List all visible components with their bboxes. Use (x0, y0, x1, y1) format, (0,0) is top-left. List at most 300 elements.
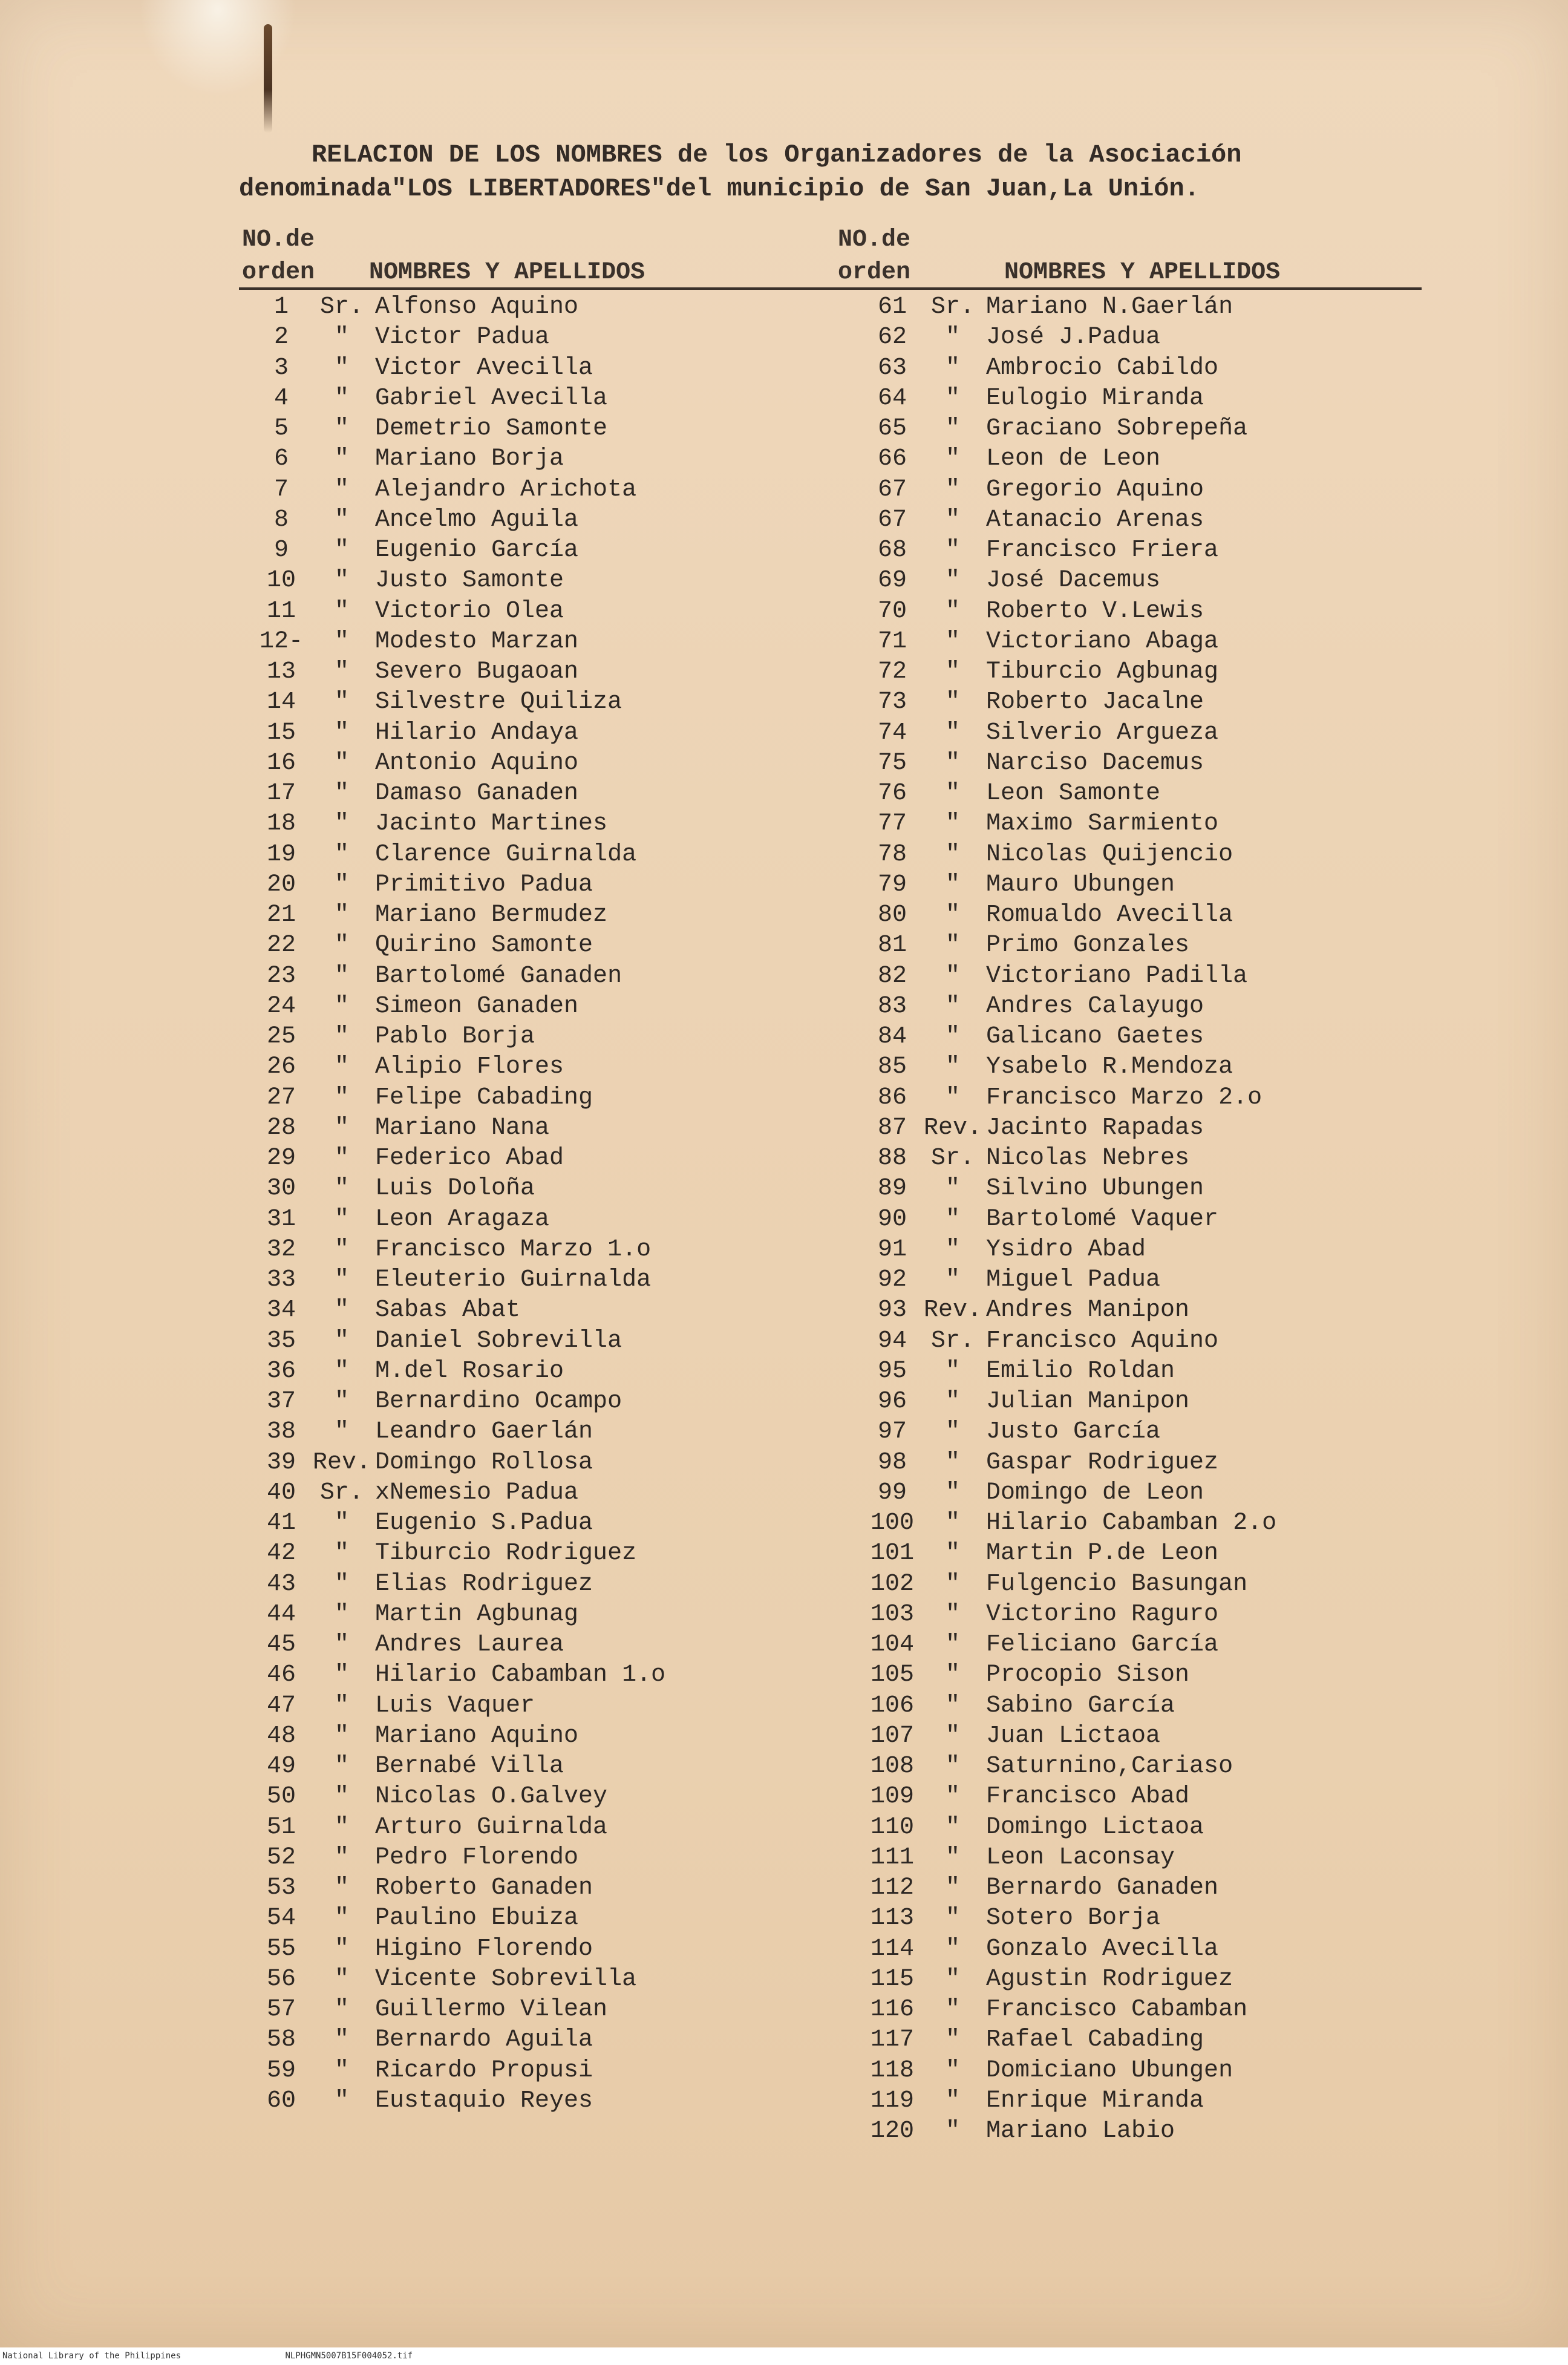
row-number: 5 (273, 415, 289, 442)
row-name: Damaso Ganaden (375, 780, 579, 807)
row-title: " (945, 719, 960, 747)
row-name: Enrique Miranda (986, 2087, 1204, 2115)
list-row (254, 1295, 889, 1326)
row-name: Mariano Aquino (375, 1722, 579, 1750)
row-number: 80 (877, 901, 907, 929)
row-name: Domingo Rollosa (375, 1448, 593, 1476)
row-number: 59 (266, 2056, 296, 2084)
list-row (254, 1752, 889, 1782)
row-name: Primitivo Padua (375, 871, 593, 898)
list-row (865, 384, 1500, 414)
right-col-no-line2: orden (838, 259, 911, 286)
row-title: " (945, 1448, 960, 1476)
row-number: 103 (870, 1600, 914, 1628)
list-row (254, 1448, 889, 1478)
left-col-names-header: NOMBRES Y APELLIDOS (369, 259, 645, 286)
row-number: 74 (877, 719, 907, 747)
list-row (865, 444, 1500, 474)
list-row (865, 2086, 1500, 2116)
row-title: " (334, 962, 349, 990)
row-title: " (334, 1996, 349, 2023)
list-row (254, 597, 889, 627)
row-number: 52 (266, 1843, 296, 1871)
row-number: 50 (266, 1783, 296, 1811)
row-number: 21 (266, 901, 296, 929)
list-row (254, 687, 889, 718)
row-name: Mariano N.Gaerlán (986, 293, 1233, 321)
row-name: Luis Vaquer (375, 1692, 535, 1719)
list-row (254, 1174, 889, 1204)
list-row (865, 992, 1500, 1022)
row-title: " (334, 1510, 349, 1537)
row-number: 25 (266, 1023, 296, 1050)
list-row (865, 1782, 1500, 1812)
row-name: Francisco Cabamban (986, 1996, 1248, 2023)
row-title: " (334, 658, 349, 685)
list-row (865, 840, 1500, 870)
row-name: Martin P.de Leon (986, 1540, 1219, 1568)
row-number: 34 (266, 1297, 296, 1324)
row-number: 87 (877, 1114, 907, 1142)
row-number: 47 (266, 1692, 296, 1719)
row-title: " (945, 689, 960, 716)
list-row (865, 961, 1500, 992)
list-row (865, 566, 1500, 596)
row-title: " (945, 1053, 960, 1081)
row-title: " (945, 537, 960, 564)
row-number: 99 (877, 1479, 907, 1506)
row-number: 10 (266, 567, 296, 595)
list-row (865, 627, 1500, 657)
row-name: Bartolomé Ganaden (375, 962, 622, 990)
row-title: " (945, 2026, 960, 2054)
list-row (865, 1113, 1500, 1143)
row-number: 57 (266, 1996, 296, 2023)
row-title: " (334, 1753, 349, 1780)
row-title: " (945, 871, 960, 898)
list-row (865, 353, 1500, 384)
row-number: 119 (870, 2087, 914, 2115)
row-title: " (945, 1783, 960, 1811)
list-row (865, 1052, 1500, 1082)
row-title: " (334, 476, 349, 503)
row-number: 68 (877, 537, 907, 564)
row-name: Ambrocio Cabildo (986, 354, 1219, 382)
row-title: " (334, 1327, 349, 1355)
row-title: " (945, 1996, 960, 2023)
row-number: 35 (266, 1327, 296, 1355)
row-number: 73 (877, 689, 907, 716)
paper-tear-mark (264, 24, 272, 133)
list-row (254, 779, 889, 809)
row-title: " (334, 1205, 349, 1233)
row-number: 66 (877, 445, 907, 473)
row-title: " (945, 597, 960, 625)
row-name: Modesto Marzan (375, 627, 579, 655)
row-number: 12- (259, 627, 303, 655)
row-name: Bernardo Ganaden (986, 1874, 1219, 1902)
list-row (254, 870, 889, 900)
row-number: 6 (273, 445, 289, 473)
row-number: 17 (266, 780, 296, 807)
row-name: Pedro Florendo (375, 1843, 579, 1871)
row-name: Eugenio García (375, 537, 579, 564)
row-title: " (334, 840, 349, 868)
list-row (254, 1083, 889, 1113)
row-title: " (945, 1205, 960, 1233)
row-name: Felipe Cabading (375, 1084, 593, 1111)
list-row (865, 809, 1500, 839)
list-row (865, 748, 1500, 779)
list-row (254, 992, 889, 1022)
row-name: Tiburcio Agbunag (986, 658, 1219, 685)
row-number: 28 (266, 1114, 296, 1142)
row-title: " (945, 1600, 960, 1628)
list-row (254, 1903, 889, 1934)
list-row (254, 322, 889, 353)
row-title: " (334, 2087, 349, 2115)
list-row (865, 1022, 1500, 1052)
row-title: " (945, 1965, 960, 1993)
row-name: Demetrio Samonte (375, 415, 608, 442)
row-name: Daniel Sobrevilla (375, 1327, 622, 1355)
list-row (865, 1205, 1500, 1235)
row-name: Gregorio Aquino (986, 476, 1204, 503)
list-row (254, 718, 889, 748)
row-number: 92 (877, 1266, 907, 1294)
row-number: 39 (266, 1448, 296, 1476)
row-number: 78 (877, 840, 907, 868)
row-title: Sr. (319, 293, 364, 321)
row-title: " (945, 2087, 960, 2115)
list-row (254, 1721, 889, 1752)
row-number: 82 (877, 962, 907, 990)
row-number: 29 (266, 1145, 296, 1172)
row-title: " (945, 1753, 960, 1780)
row-number: 97 (877, 1418, 907, 1446)
list-row (254, 505, 889, 535)
list-row (254, 1356, 889, 1387)
row-title: " (945, 1479, 960, 1506)
list-row (254, 1265, 889, 1295)
row-number: 84 (877, 1023, 907, 1050)
list-row (254, 1782, 889, 1812)
row-name: Gabriel Avecilla (375, 384, 608, 412)
row-name: Victorio Olea (375, 597, 564, 625)
row-title: " (945, 1631, 960, 1658)
row-name: Federico Abad (375, 1145, 564, 1172)
row-number: 86 (877, 1084, 907, 1111)
row-name: Mariano Labio (986, 2118, 1175, 2145)
row-title: " (334, 1114, 349, 1142)
row-title: " (334, 932, 349, 960)
list-row (865, 1417, 1500, 1447)
row-title: " (334, 1053, 349, 1081)
row-number: 85 (877, 1053, 907, 1081)
row-number: 94 (877, 1327, 907, 1355)
row-title: " (945, 324, 960, 352)
row-name: M.del Rosario (375, 1357, 564, 1385)
row-number: 11 (266, 597, 296, 625)
row-title: Rev. (312, 1448, 371, 1476)
row-title: " (945, 415, 960, 442)
list-row (254, 1326, 889, 1356)
row-name: Nicolas Nebres (986, 1145, 1190, 1172)
list-row (254, 627, 889, 657)
row-name: Saturnino,Cariaso (986, 1753, 1233, 1780)
row-number: 96 (877, 1388, 907, 1415)
row-name: Graciano Sobrepeña (986, 415, 1248, 442)
row-title: " (945, 780, 960, 807)
row-title: " (945, 1813, 960, 1841)
row-number: 110 (870, 1813, 914, 1841)
row-name: Sabas Abat (375, 1297, 521, 1324)
row-name: Feliciano García (986, 1631, 1219, 1658)
row-title: " (334, 2026, 349, 2054)
row-number: 45 (266, 1631, 296, 1658)
row-number: 15 (266, 719, 296, 747)
row-number: 76 (877, 780, 907, 807)
list-row (254, 1022, 889, 1052)
row-title: " (945, 506, 960, 534)
row-number: 4 (273, 384, 289, 412)
row-number: 37 (266, 1388, 296, 1415)
row-name: Francisco Friera (986, 537, 1219, 564)
list-row (865, 535, 1500, 566)
row-name: Bernardo Aguila (375, 2026, 593, 2054)
row-name: xNemesio Padua (375, 1479, 579, 1506)
list-row (254, 1508, 889, 1539)
list-row (865, 1295, 1500, 1326)
row-number: 60 (266, 2087, 296, 2115)
row-name: Domingo Lictaoa (986, 1813, 1204, 1841)
row-name: Maximo Sarmiento (986, 810, 1219, 838)
list-row (865, 1813, 1500, 1843)
list-row (865, 718, 1500, 748)
document-header (239, 138, 1449, 206)
row-title: " (334, 1692, 349, 1719)
row-number: 69 (877, 567, 907, 595)
row-name: Gaspar Rodriguez (986, 1448, 1219, 1476)
row-number: 40 (266, 1479, 296, 1506)
row-number: 71 (877, 627, 907, 655)
row-title: " (945, 1510, 960, 1537)
row-title: " (945, 749, 960, 777)
row-title: " (334, 901, 349, 929)
row-title: " (334, 1570, 349, 1598)
list-row (254, 809, 889, 839)
row-name: Sabino García (986, 1692, 1175, 1719)
row-title: Sr. (319, 1479, 364, 1506)
archive-footer (0, 2347, 1568, 2365)
row-name: Guillermo Vilean (375, 1996, 608, 2023)
row-name: Andres Laurea (375, 1631, 564, 1658)
footer-file: NLPHGMN5007B15F004052.tif (285, 2351, 413, 2361)
list-row (865, 1265, 1500, 1295)
row-number: 56 (266, 1965, 296, 1993)
row-name: Mariano Nana (375, 1114, 550, 1142)
row-title: " (334, 1235, 349, 1263)
row-name: Victorino Raguro (986, 1600, 1219, 1628)
list-row (865, 1143, 1500, 1174)
list-row (865, 1356, 1500, 1387)
row-number: 89 (877, 1175, 907, 1203)
left-col-no-line2: orden (242, 259, 315, 286)
row-title: " (334, 1935, 349, 1963)
list-row (865, 322, 1500, 353)
row-name: Procopio Sison (986, 1661, 1190, 1689)
row-name: Francisco Abad (986, 1783, 1190, 1811)
list-row (254, 961, 889, 992)
row-number: 54 (266, 1905, 296, 1932)
row-number: 49 (266, 1753, 296, 1780)
list-row (865, 1448, 1500, 1478)
row-title: " (945, 384, 960, 412)
row-number: 1 (273, 293, 289, 321)
row-name: Victoriano Abaga (986, 627, 1219, 655)
row-title: " (334, 992, 349, 1020)
row-name: José J.Padua (986, 324, 1161, 352)
row-title: " (945, 962, 960, 990)
row-number: 112 (870, 1874, 914, 1902)
row-name: Arturo Guirnalda (375, 1813, 608, 1841)
row-number: 51 (266, 1813, 296, 1841)
list-row (254, 1995, 889, 2025)
row-name: Quirino Samonte (375, 932, 593, 960)
list-row (865, 779, 1500, 809)
row-name: Romualdo Avecilla (986, 901, 1233, 929)
row-number: 65 (877, 415, 907, 442)
right-col-names-header: NOMBRES Y APELLIDOS (1004, 259, 1281, 286)
row-name: Eustaquio Reyes (375, 2087, 593, 2115)
row-number: 106 (870, 1692, 914, 1719)
row-number: 93 (877, 1297, 907, 1324)
row-number: 77 (877, 810, 907, 838)
row-name: Nicolas O.Galvey (375, 1783, 608, 1811)
row-title: " (334, 1874, 349, 1902)
row-title: " (334, 1600, 349, 1628)
row-name: Leon Laconsay (986, 1843, 1175, 1871)
row-name: Severo Bugaoan (375, 658, 579, 685)
row-title: " (945, 1874, 960, 1902)
list-row (254, 1600, 889, 1630)
row-number: 109 (870, 1783, 914, 1811)
list-row (254, 444, 889, 474)
row-title: " (334, 354, 349, 382)
list-row (865, 414, 1500, 444)
row-title: " (945, 1722, 960, 1750)
row-number: 18 (266, 810, 296, 838)
left-col-no-line1: NO.de (242, 226, 315, 254)
list-row (865, 475, 1500, 505)
row-title: " (334, 627, 349, 655)
row-number: 58 (266, 2026, 296, 2054)
row-name: Alipio Flores (375, 1053, 564, 1081)
row-number: 102 (870, 1570, 914, 1598)
row-name: Antonio Aquino (375, 749, 579, 777)
row-title: " (945, 476, 960, 503)
list-row (865, 657, 1500, 687)
row-name: Justo Samonte (375, 567, 564, 595)
list-row (254, 1813, 889, 1843)
row-title: " (945, 2056, 960, 2084)
row-number: 95 (877, 1357, 907, 1385)
row-name: Agustin Rodriguez (986, 1965, 1233, 1993)
row-title: " (334, 1175, 349, 1203)
row-number: 46 (266, 1661, 296, 1689)
row-name: José Dacemus (986, 567, 1161, 595)
row-name: Elias Rodriguez (375, 1570, 593, 1598)
left-col-no-header (242, 224, 315, 289)
row-number: 8 (273, 506, 289, 534)
row-name: Francisco Aquino (986, 1327, 1219, 1355)
row-name: Roberto Jacalne (986, 689, 1204, 716)
row-name: Atanacio Arenas (986, 506, 1204, 534)
row-name: Andres Manipon (986, 1297, 1190, 1324)
row-name: Francisco Marzo 1.o (375, 1235, 652, 1263)
row-name: Silverio Argueza (986, 719, 1219, 747)
row-title: " (945, 1843, 960, 1871)
right-col-no-header (838, 224, 910, 289)
list-row (865, 1326, 1500, 1356)
header-line-2: denominada"LOS LIBERTADORES"del municipio de San Juan,La Unión. (239, 174, 1200, 203)
row-number: 116 (870, 1996, 914, 2023)
list-row (865, 1235, 1500, 1265)
row-number: 33 (266, 1266, 296, 1294)
list-row (865, 597, 1500, 627)
list-row (865, 1721, 1500, 1752)
row-name: Mariano Borja (375, 445, 564, 473)
row-name: Higino Florendo (375, 1935, 593, 1963)
row-title: " (334, 1813, 349, 1841)
row-number: 16 (266, 749, 296, 777)
list-row (254, 1052, 889, 1082)
row-name: Sotero Borja (986, 1905, 1161, 1932)
list-row (865, 870, 1500, 900)
row-name: Miguel Padua (986, 1266, 1161, 1294)
row-name: Mauro Ubungen (986, 871, 1175, 898)
row-title: " (334, 537, 349, 564)
list-row (865, 292, 1500, 322)
row-name: Leandro Gaerlán (375, 1418, 593, 1446)
row-number: 108 (870, 1753, 914, 1780)
row-name: Tiburcio Rodriguez (375, 1540, 637, 1568)
row-name: Silvino Ubungen (986, 1175, 1204, 1203)
row-title: " (945, 1570, 960, 1598)
row-number: 62 (877, 324, 907, 352)
row-title: " (334, 597, 349, 625)
row-name: Hilario Cabamban 1.o (375, 1661, 666, 1689)
list-row (254, 384, 889, 414)
list-row (865, 1083, 1500, 1113)
row-title: " (334, 719, 349, 747)
row-number: 3 (273, 354, 289, 382)
row-name: Roberto V.Lewis (986, 597, 1204, 625)
list-row (865, 2025, 1500, 2055)
row-number: 31 (266, 1205, 296, 1233)
row-title: " (334, 871, 349, 898)
row-number: 19 (266, 840, 296, 868)
list-row (254, 1143, 889, 1174)
row-title: " (945, 1023, 960, 1050)
row-number: 36 (266, 1357, 296, 1385)
row-name: Clarence Guirnalda (375, 840, 637, 868)
list-row (254, 1873, 889, 1903)
row-title: " (945, 840, 960, 868)
row-number: 83 (877, 992, 907, 1020)
list-row (865, 1174, 1500, 1204)
list-row (254, 657, 889, 687)
